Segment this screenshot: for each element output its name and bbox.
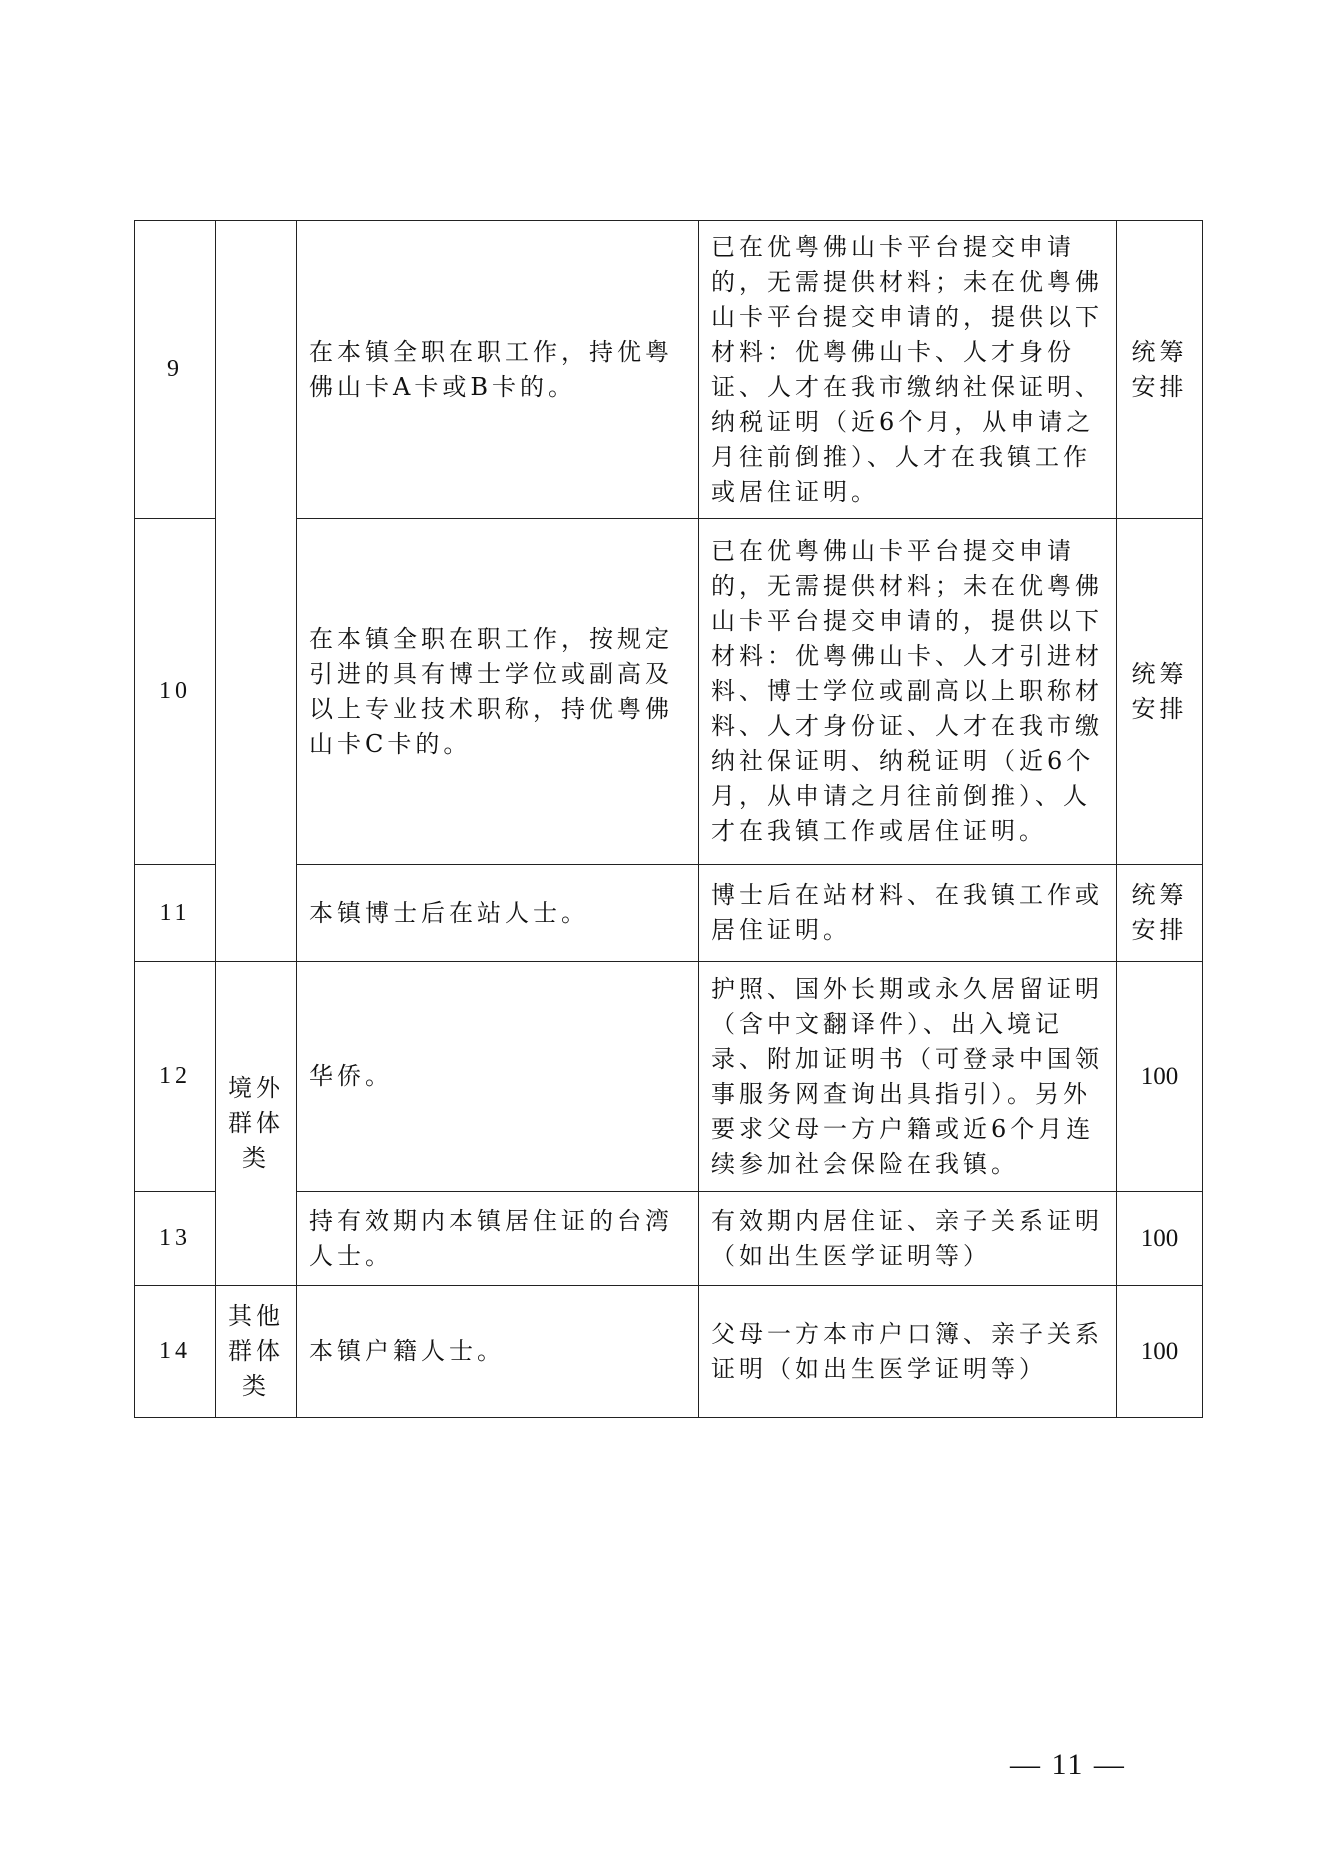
category-label: 其他群体类 xyxy=(216,1286,297,1418)
row-number: 14 xyxy=(135,1286,216,1418)
required-materials: 有效期内居住证、亲子关系证明（如出生医学证明等） xyxy=(699,1192,1117,1286)
required-materials: 已在优粤佛山卡平台提交申请的，无需提供材料；未在优粤佛山卡平台提交申请的，提供以下材料：优粤佛山卡、人才身份证、人才在我市缴纳社保证明、纳税证明（近6个月，从申请之月往前倒推）、人才在我镇工作或居住证明。 xyxy=(699,221,1117,519)
row-number: 10 xyxy=(135,519,216,865)
category-cell-blank xyxy=(216,221,297,962)
table-row-14 xyxy=(135,1286,1203,1418)
eligibility-condition: 在本镇全职在职工作，持优粤佛山卡A卡或B卡的。 xyxy=(297,221,699,519)
row-number: 11 xyxy=(135,865,216,962)
required-materials: 博士后在站材料、在我镇工作或居住证明。 xyxy=(699,865,1117,962)
table-row-12 xyxy=(135,962,1203,1192)
eligibility-condition: 持有效期内本镇居住证的台湾人士。 xyxy=(297,1192,699,1286)
score-cell: 统筹安排 xyxy=(1117,519,1203,865)
page-number: — 11 — xyxy=(1010,1748,1126,1781)
eligibility-condition: 本镇博士后在站人士。 xyxy=(297,865,699,962)
row-number: 13 xyxy=(135,1192,216,1286)
required-materials: 已在优粤佛山卡平台提交申请的，无需提供材料；未在优粤佛山卡平台提交申请的，提供以下材料：优粤佛山卡、人才引进材料、博士学位或副高以上职称材料、人才身份证、人才在我市缴纳社保证明、纳税证明（近6个月，从申请之月往前倒推）、人才在我镇工作或居住证明。 xyxy=(699,519,1117,865)
policy-table xyxy=(134,220,1203,1418)
required-materials: 父母一方本市户口簿、亲子关系证明（如出生医学证明等） xyxy=(699,1286,1117,1418)
row-number: 9 xyxy=(135,221,216,519)
score-cell: 100 xyxy=(1117,962,1203,1192)
score-cell: 100 xyxy=(1117,1286,1203,1418)
score-cell: 统筹安排 xyxy=(1117,865,1203,962)
eligibility-condition: 在本镇全职在职工作，按规定引进的具有博士学位或副高及以上专业技术职称，持优粤佛山卡C卡的。 xyxy=(297,519,699,865)
eligibility-condition: 本镇户籍人士。 xyxy=(297,1286,699,1418)
required-materials: 护照、国外长期或永久居留证明（含中文翻译件）、出入境记录、附加证明书（可登录中国领事服务网查询出具指引）。另外要求父母一方户籍或近6个月连续参加社会保险在我镇。 xyxy=(699,962,1117,1192)
table-row-9 xyxy=(135,221,1203,519)
score-cell: 统筹安排 xyxy=(1117,221,1203,519)
row-number: 12 xyxy=(135,962,216,1192)
eligibility-condition: 华侨。 xyxy=(297,962,699,1192)
category-label: 境外群体类 xyxy=(216,962,297,1286)
score-cell: 100 xyxy=(1117,1192,1203,1286)
